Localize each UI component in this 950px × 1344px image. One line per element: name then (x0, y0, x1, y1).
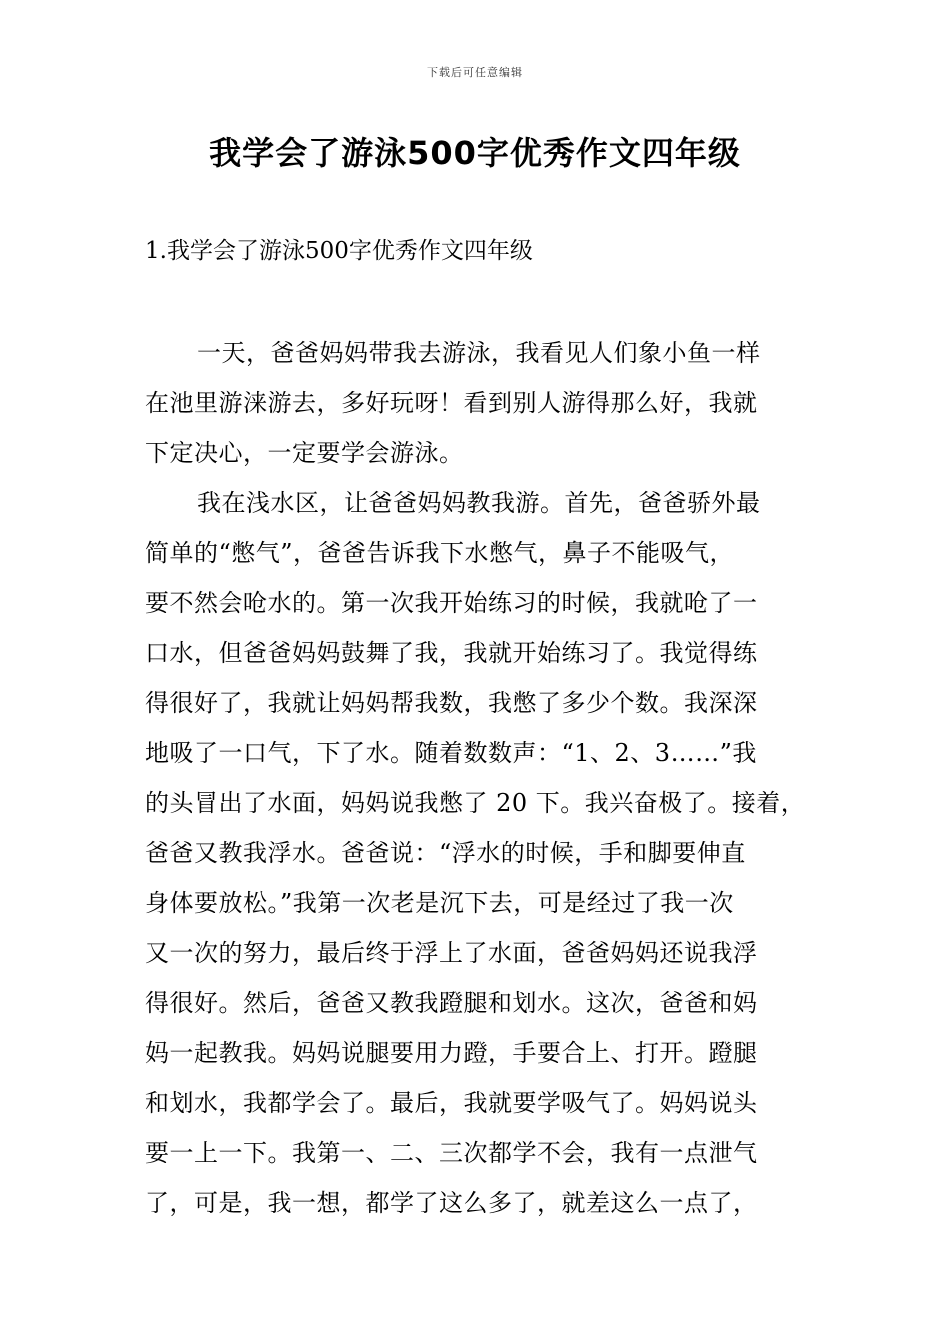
paragraph-line: 一天，爸爸妈妈带我去游泳，我看见人们象小鱼一样 (197, 339, 761, 367)
paragraph-line: 得很好。然后，爸爸又教我蹬腿和划水。这次，爸爸和妈 (145, 989, 758, 1017)
paragraph-line: 的头冒出了水面，妈妈说我憋了 20 下。我兴奋极了。接着， (145, 789, 806, 817)
paragraph-line: 下定决心，一定要学会游泳。 (145, 439, 464, 467)
section-heading: 1.我学会了游泳500字优秀作文四年级 (145, 238, 533, 264)
essay-body (145, 328, 835, 1228)
paragraph-line: 妈一起教我。妈妈说腿要用力蹬，手要合上、打开。蹬腿 (145, 1039, 758, 1067)
paragraph-line: 我在浅水区，让爸爸妈妈教我游。首先，爸爸骄外最 (197, 489, 761, 517)
paragraph-line: 又一次的努力，最后终于浮上了水面，爸爸妈妈还说我浮 (145, 939, 758, 967)
paragraph-line: 口水，但爸爸妈妈鼓舞了我，我就开始练习了。我觉得练 (145, 639, 758, 667)
document-title: 我学会了游泳500字优秀作文四年级 (209, 134, 741, 172)
paragraph-line: 了，可是，我一想，都学了这么多了，就差这么一点了， (145, 1189, 758, 1217)
paragraph-line: 爸爸又教我浮水。爸爸说：“浮水的时候，手和脚要伸直 (145, 839, 746, 867)
paragraph-line: 和划水，我都学会了。最后，我就要学吸气了。妈妈说头 (145, 1089, 758, 1117)
paragraph-line: 简单的“憋气”，爸爸告诉我下水憋气，鼻子不能吸气， (145, 539, 735, 567)
header-note: 下载后可任意编辑 (427, 66, 523, 79)
paragraph-line: 得很好了，我就让妈妈帮我数，我憋了多少个数。我深深 (145, 689, 758, 717)
paragraph-line: 要一上一下。我第一、二、三次都学不会，我有一点泄气 (145, 1139, 758, 1167)
paragraph-line: 地吸了一口气，下了水。随着数数声：“1、2、3……”我 (145, 739, 757, 767)
paragraph-line: 要不然会呛水的。第一次我开始练习的时候，我就呛了一 (145, 589, 758, 617)
paragraph-line: 在池里游涞游去，多好玩呀！看到别人游得那么好，我就 (145, 389, 758, 417)
paragraph-line: 身体要放松。”我第一次老是沉下去，可是经过了我一次 (145, 889, 734, 917)
